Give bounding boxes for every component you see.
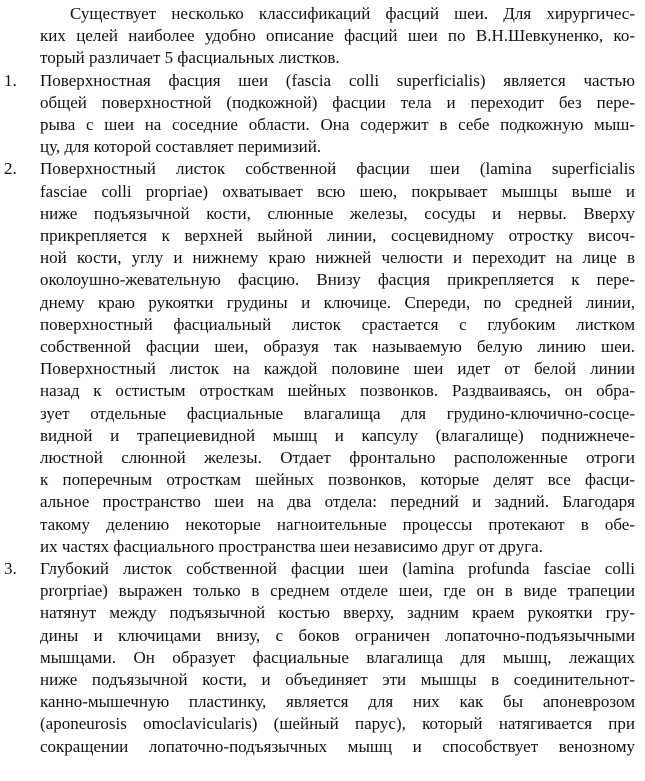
text-line [0,735,645,759]
paragraph-text: prorpriae) выражен только в среднем отделе шеи, где он в виде трапеции [40,581,635,601]
text-line [0,468,645,492]
paragraph-text: назад к остистым отросткам шейных позвонков. Раздваиваясь, он обра- [40,381,635,401]
paragraph-text: люстной слюнной железы. Отдает фронтально расположенные отроги [40,448,635,467]
paragraph-text: ниже подъязычной кости, слюнные железы, сосуды и нервы. Вверху [40,203,635,223]
paragraph-text: ниже подъязычной кости, и объединяет эти мышцы в соединительнот- [40,670,635,689]
paragraph-text: прикрепляется к верхней выйной линии, сосцевидному отростку височ- [40,226,635,245]
text-line [0,357,645,381]
paragraph-text: Существует несколько классификаций фасций шеи. Для хирургичес- [70,4,635,23]
text-line [0,202,645,226]
paragraph-text: ких целей наиболее удобно описание фасций шеи по В.Н.Шевкуненко, ко- [40,26,635,46]
list-item-number: 3. [4,559,17,578]
text-line [0,446,645,470]
text-line [0,113,645,137]
paragraph-text: собственной фасции шеи, образуя так называемую белую линию шеи. [40,337,635,356]
text-line [0,646,645,670]
text-line [0,624,645,648]
text-line [0,69,645,93]
text-line [0,601,645,625]
paragraph-text: днему краю рукоятки грудины и ключице. Спереди, по средней линии, [40,292,635,312]
paragraph-text: поверхностный фасциальный листок срастается с глубоким листком [40,314,635,334]
paragraph-text: fasciae colli propriae) охватывает всю шею, покрывает мышцы выше и [40,181,635,201]
text-line [0,224,645,248]
text-line [0,668,645,692]
paragraph-text: ной кости, углу и нижнему краю нижней челюсти и переходит на лице в [40,248,635,268]
paragraph-text: сокращении лопаточно-подъязычных мышц и способствует венозному [40,736,635,756]
text-line [0,91,645,115]
paragraph-text: цу, для которой составляет перимизий. [40,137,322,157]
list-item-text: Поверхностный листок собственной фасции шеи (lamina superficialis [40,159,635,179]
text-line [0,490,645,514]
paragraph-text: такому делению некоторые нагноительные процессы протекают в обе- [40,514,635,534]
text-line [0,402,645,426]
paragraph-text: к поперечным отросткам шейных позвонков, которые делят все фасци- [40,470,635,490]
list-item-number: 1. [4,70,17,90]
text-line [0,24,645,48]
text-line [0,246,645,270]
text-line [0,135,645,159]
text-line [0,379,645,403]
paragraph-text: рыва с шеи на соседние области. Она содержит в себе подкожную мыш- [40,115,635,134]
text-line [0,180,645,204]
text-line [0,313,645,337]
text-line [0,579,645,603]
text-line [0,557,645,581]
paragraph-text: дины и ключицами внизу, с боков ограничен лопаточно-подъязычными [40,625,635,645]
text-line [0,46,645,70]
text-line [0,268,645,292]
paragraph-text: околоушно-жевательную фасцию. Внизу фасция прикрепляется к пере- [40,270,635,290]
text-line [0,157,645,181]
text-line [0,291,645,315]
text-line [0,335,645,359]
text-line [0,424,645,448]
text-line [0,690,645,714]
paragraph-text: (aponeurosis omoclavicularis) (шейный парус), который натягивается при [40,714,635,734]
paragraph-text: альное пространство шеи на два отдела: передний и задний. Благодаря [40,492,635,512]
paragraph-text: зует отдельные фасциальные влагалища для грудино-ключично-сосце- [40,403,635,423]
list-item-number: 2. [4,159,17,179]
paragraph-text: общей поверхностной (подкожной) фасции тела и переходит без пере- [40,92,635,112]
paragraph-text: торый различает 5 фасциальных листков. [40,48,340,68]
paragraph-text: натянут между подъязычной костью вверху, задним краем рукоятки гру- [40,603,635,623]
text-line [0,712,645,736]
paragraph-text: Поверхностный листок на каждой половине шеи идет от белой линии [40,359,635,379]
paragraph-text: мышцами. Он образует фасциальные влагалища для мышц, лежащих [40,647,635,667]
list-item-text: Поверхностная фасция шеи (fascia colli superficialis) является частью [40,70,635,90]
text-line [0,2,645,26]
paragraph-text: их частях фасциального пространства шеи независимо друг от друга. [40,536,543,556]
text-line [0,513,645,537]
paragraph-text: видной и трапециевидной мышц и капсулу (влагалище) поднижнече- [40,425,635,445]
list-item-text: Глубокий листок собственной фасции шеи (lamina profunda fasciae colli [40,559,635,578]
paragraph-text: канно-мышечную пластинку, является для них как бы апоневрозом [40,692,635,712]
text-line [0,535,645,559]
